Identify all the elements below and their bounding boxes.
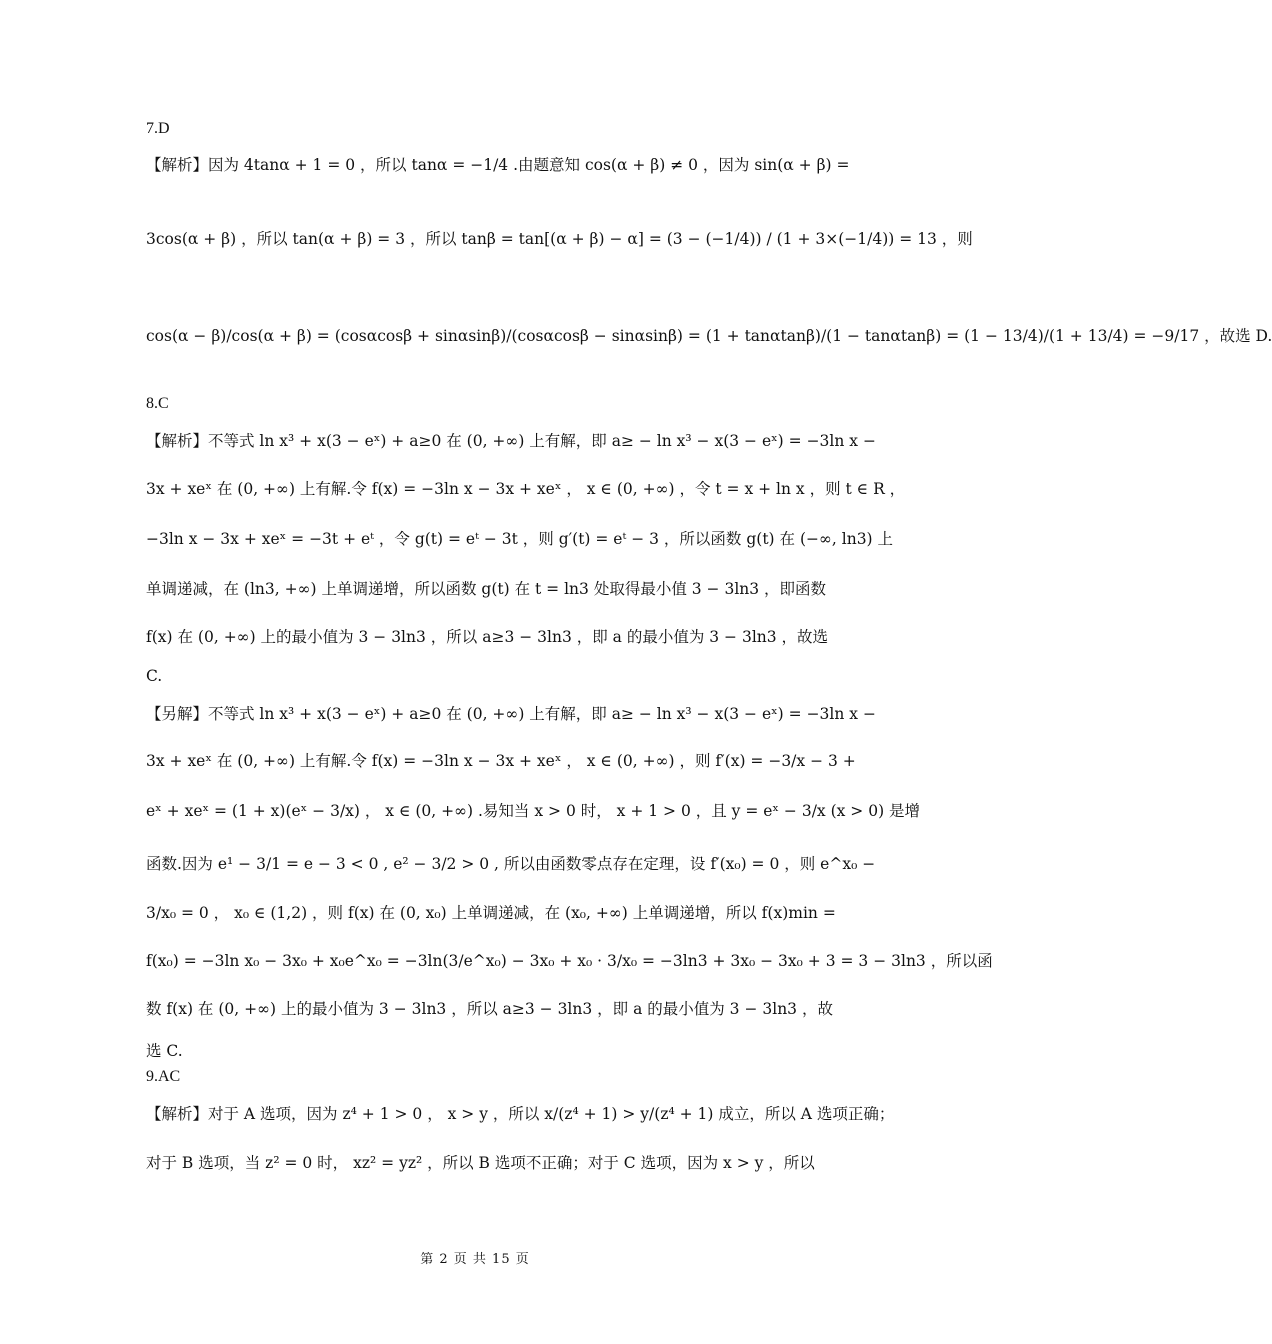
answer-7-heading: 7.D bbox=[146, 120, 170, 137]
answer-8-line-3: −3ln x − 3x + xeˣ = −3t + eᵗ ，令 g(t) = eᵗ − 3t ，则 g′(t) = eᵗ − 3 ，所以函数 g(t) 在 (−∞, ln3) 上 bbox=[146, 530, 894, 548]
answer-8-alt-line-6: f(x₀) = −3ln x₀ − 3x₀ + x₀e^x₀ = −3ln(3/e^x₀) − 3x₀ + x₀ · 3/x₀ = −3ln3 + 3x₀ − 3x₀ + 3 = 3 − 3ln3 ，所以函 bbox=[146, 952, 993, 970]
answer-7-line-3: cos(α − β)/cos(α + β) = (cosαcosβ + sinαsinβ)/(cosαcosβ − sinαsinβ) = (1 + tanαtanβ)/(1 − tanαtanβ) = (1 − 13/4)/(1 + 13/4) = −9/17 ，故选 D. bbox=[146, 327, 1272, 345]
answer-8-line-1: 【解析】不等式 ln x³ + x(3 − eˣ) + a≥0 在 (0, +∞) 上有解，即 a≥ − ln x³ − x(3 − eˣ) = −3ln x − bbox=[146, 432, 876, 450]
answer-9-line-1: 【解析】对于 A 选项，因为 z⁴ + 1 > 0 ， x > y ，所以 x/(z⁴ + 1) > y/(z⁴ + 1) 成立，所以 A 选项正确； bbox=[146, 1105, 895, 1123]
answer-8-alt-line-2: 3x + xeˣ 在 (0, +∞) 上有解.令 f(x) = −3ln x − 3x + xeˣ ， x ∈ (0, +∞) ，则 f′(x) = −3/x − 3 + bbox=[146, 752, 856, 770]
answer-8-alt-line-1: 【另解】不等式 ln x³ + x(3 − eˣ) + a≥0 在 (0, +∞) 上有解，即 a≥ − ln x³ − x(3 − eˣ) = −3ln x − bbox=[146, 705, 876, 723]
answer-8-alt-line-8: 选 C. bbox=[146, 1042, 183, 1060]
answer-8-heading: 8.C bbox=[146, 395, 169, 412]
answer-7-line-2: 3cos(α + β) ，所以 tan(α + β) = 3 ，所以 tanβ = tan[(α + β) − α] = (3 − (−1/4)) / (1 + 3×(−1/4)) = 13 ，则 bbox=[146, 230, 973, 248]
answer-8-line-6: C. bbox=[146, 667, 163, 685]
answer-8-alt-line-3: eˣ + xeˣ = (1 + x)(eˣ − 3/x) ， x ∈ (0, +∞) .易知当 x > 0 时， x + 1 > 0 ，且 y = eˣ − 3/x (x > 0) 是增 bbox=[146, 802, 921, 820]
answer-9-line-2: 对于 B 选项，当 z² = 0 时， xz² = yz² ，所以 B 选项不正确；对于 C 选项，因为 x > y ，所以 bbox=[146, 1154, 815, 1172]
answer-8-alt-line-7: 数 f(x) 在 (0, +∞) 上的最小值为 3 − 3ln3 ，所以 a≥3 − 3ln3 ，即 a 的最小值为 3 − 3ln3 ，故 bbox=[146, 1000, 833, 1018]
answer-8-line-4: 单调递减，在 (ln3, +∞) 上单调递增，所以函数 g(t) 在 t = ln3 处取得最小值 3 − 3ln3 ，即函数 bbox=[146, 580, 827, 598]
answer-7-line-1: 【解析】因为 4tanα + 1 = 0 ，所以 tanα = −1/4 .由题意知 cos(α + β) ≠ 0 ，因为 sin(α + β) = bbox=[146, 156, 850, 174]
answer-8-line-5: f(x) 在 (0, +∞) 上的最小值为 3 − 3ln3 ，所以 a≥3 − 3ln3 ，即 a 的最小值为 3 − 3ln3 ，故选 bbox=[146, 628, 829, 646]
page-number-footer: 第 2 页 共 15 页 bbox=[420, 1252, 530, 1267]
answer-8-alt-line-4: 函数.因为 e¹ − 3/1 = e − 3 < 0 , e² − 3/2 > 0 , 所以由函数零点存在定理，设 f′(x₀) = 0 ，则 e^x₀ − bbox=[146, 855, 876, 873]
answer-8-line-2: 3x + xeˣ 在 (0, +∞) 上有解.令 f(x) = −3ln x − 3x + xeˣ ， x ∈ (0, +∞) ，令 t = x + ln x ，则 t ∈ R ， bbox=[146, 480, 906, 498]
answer-9-heading: 9.AC bbox=[146, 1068, 181, 1085]
answer-8-alt-line-5: 3/x₀ = 0 ， x₀ ∈ (1,2) ，则 f(x) 在 (0, x₀) 上单调递减，在 (x₀, +∞) 上单调递增，所以 f(x)min = bbox=[146, 904, 836, 922]
